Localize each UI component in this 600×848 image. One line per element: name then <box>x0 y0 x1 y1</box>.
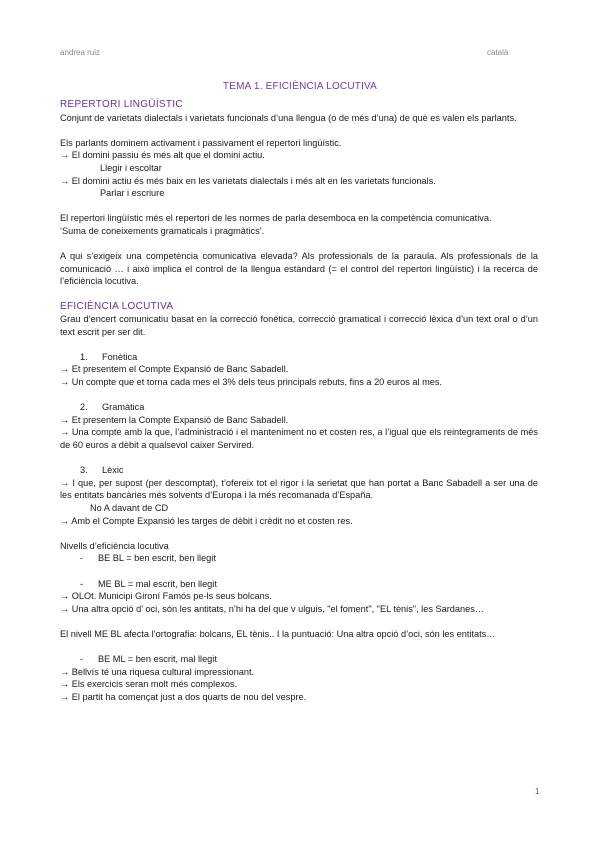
paragraph: El nivell ME BL afecta l’ortografia: bolcans, EL tènis.. I la puntuació: Una altra opció d’oci, són les entitats… <box>60 628 496 639</box>
numbered-item-lexic: 3. Lèxic <box>80 465 124 476</box>
arrow-line: → Et presentem la Compte Expansió de Banc Sabadell. <box>60 414 289 425</box>
document-body <box>60 99 538 704</box>
arrow-line: → Bellvís té una riquesa cultural impressionant. <box>60 666 255 677</box>
note-line: No A davant de CD <box>90 503 169 513</box>
definition-eficiencia: Grau d’encert comunicatiu basat en la correcció fonètica, correcció gramatical i correcció lèxica d’un text oral o d’un text escrit per ser dit. <box>60 314 538 337</box>
arrow-line: → El domini passiu és més alt que el domini actiu. <box>60 150 265 161</box>
section-heading-eficiencia: EFICIÈNCIA LOCUTIVA <box>60 300 174 312</box>
page-title: TEMA 1. EFICIÈNCIA LOCUTIVA <box>222 81 378 92</box>
arrow-line: → Una altra opció d’ oci, són les antitats, n’hi ha del que v ulguis, "el foment", "EL tènis", les Sardanes… <box>60 603 484 614</box>
paragraph-line: Els parlants dominem activament i passivament el repertori lingüístic. <box>60 137 342 148</box>
arrow-line: → El partit ha començat just a dos quarts de nou del vespre. <box>60 691 307 702</box>
paragraph-line: ‘Suma de coneixements gramaticals i pragmàtics’. <box>60 225 265 236</box>
dash-item: - ME BL = mal escrit, ben llegit <box>80 578 217 589</box>
dash-item: - BE ML = ben escrit, mal llegit <box>80 654 217 665</box>
arrow-line: → Una compte amb la que, l’administració i el manteniment no et costen res, a l’igual que els reintegraments de més de 60 euros a dèbit a qualsevol caixer Servired. <box>60 427 538 451</box>
subsection-heading-nivells: Nivells d’eficiència locutiva <box>60 540 169 551</box>
arrow-line: → OLOt. Municipi Gironí Famós pe-ls seus bolcans. <box>60 591 272 602</box>
header-author: andrea ruiz <box>60 48 101 57</box>
arrow-line: → I que, per supost (per descomptat), t’ofereix tot el rigor i la serietat que han portat a Banc Sabadell a ser una de les entitats bancàries més solvents d’Europa i la més recomanada d’España. <box>60 477 538 501</box>
page-number: 1 <box>535 787 540 796</box>
arrow-line: → Amb el Compte Expansió les targes de dèbit i crèdit no et costen res. <box>60 515 353 526</box>
paragraph: A qui s’exigeix una competència comunicativa elevada? Als professionals de la paraula. Als professionals de la comunicació … i això implica el control de la llengua estàndard (= el control del repertori lingüístic) i la recerca de l’eficiència locutiva. <box>60 251 538 287</box>
note-line: Parlar i escriure <box>100 188 165 199</box>
numbered-item-gramatica: 2. Gramàtica <box>80 402 145 413</box>
definition-repertori: Conjunt de varietats dialectals i varietats funcionals d’una llengua (o de més d’una) de què es valen els parlants. <box>60 112 517 123</box>
note-line: Llegir i escoltar <box>100 162 162 173</box>
arrow-line: → Un compte que et torna cada mes el 3% dels teus principals rebuts, fins a 20 euros al mes. <box>60 377 442 388</box>
header-subject: català <box>487 48 509 57</box>
section-heading-repertori: REPERTORI LINGÜÍSTIC <box>60 99 183 110</box>
numbered-item-fonetica: 1. Fonètica <box>80 351 138 362</box>
dash-item: - BE BL = ben escrit, ben llegit <box>80 553 216 564</box>
arrow-line: → Els exercicis seran molt més complexos. <box>60 679 238 690</box>
arrow-line: → El domini actiu és més baix en les varietats dialectals i més alt en les varietats funcionals. <box>60 175 436 186</box>
arrow-line: → Et presentem el Compte Expansió de Banc Sabadell. <box>60 364 289 375</box>
paragraph-line: El repertori lingüístic més el repertori de les normes de parla desemboca en la competència comunicativa. <box>60 213 492 224</box>
